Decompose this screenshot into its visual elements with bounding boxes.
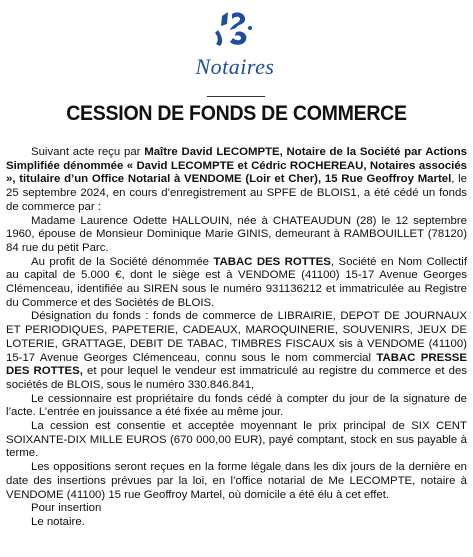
logo-wordmark: Notaires (195, 54, 275, 79)
notaires-logo (180, 6, 290, 78)
paragraph-ownership: Le cessionnaire est propriétaire du fonds cédé à compter du jour de la signature de l’acte. L’entrée en jouissance a été fixée au même jour. (6, 392, 467, 419)
paragraph-seller: Madame Laurence Odette HALLOUIN, née à CHATEAUDUN (28) le 12 septembre 1960, épouse de Monsieur Dominique Marie GINIS, demeurant à RAMBOUILLET (78120) 84 rue du petit Parc. (6, 214, 467, 254)
paragraph-designation (6, 310, 467, 392)
paragraph-oppositions: Les oppositions seront reçues en la forme légale dans les dix jours de la dernière en date des insertions prévues par la loi, en l’office notarial de Me LECOMPTE, notaire à VENDOME (41100) 15 rue Geoffroy Martel, où domicile a été élu à cet effet. (6, 461, 467, 501)
trade-name: TABAC PRESSE DES ROTTES, (6, 351, 467, 378)
insertion-line: Pour insertion (31, 502, 102, 515)
title-divider (207, 96, 265, 97)
notary-name: Maître David LECOMPTE, Notaire de la Société par Actions Simplifiée dénommée « David LECOMPTE et Cédric ROCHEREAU, Notaires associés », titulaire d’un Office Notarial à VENDOME (Loir et Cher), 15 Rue Geoffroy Martel (6, 146, 467, 186)
designation-details: et pour lequel le vendeur est immatriculé au registre du commerce et des sociétés de BLOIS, sous le numéro 330.846.841, (6, 365, 467, 391)
legal-notice-body (6, 146, 467, 530)
buyer-name: TABAC DES ROTTES (213, 255, 331, 268)
notaires-emblem-icon (212, 6, 258, 52)
paragraph-price: La cession est consentie et acceptée moyennant le prix principal de SIX CENT SOIXANTE-DIX MILLE EUROS (670 000,00 EUR), payé comptant, stock en sus payable à terme. (6, 420, 467, 460)
deed-intro: Suivant acte reçu par (31, 146, 145, 158)
page-title: CESSION DE FONDS DE COMMERCE (66, 102, 407, 125)
buyer-intro: Au profit de la Société dénommée (31, 255, 214, 268)
paragraph-deed (6, 146, 467, 215)
designation-intro: Désignation du fonds : fonds de commerce de LIBRAIRIE, DEPOT DE JOURNAUX ET PERIODIQUES, PAPETERIE, CADEAUX, MAROQUINERIE, SOUVENIRS, JEUX DE LOTERIE, GRATTAGE, DEBIT DE TABAC, TIMBRES FISCAUX sis à VENDOME (41100) 15-17 Avenue Georges Clémenceau, connu sous le nom commercial (6, 310, 467, 364)
buyer-details: , Société en Nom Collectif au capital de 5.000 €, dont le siège est à VENDOME (41100) 15-17 Avenue Georges Clémenceau, identifiée au SIREN sous le numéro 931136212 et immatriculée au Registre du Commerce et des Sociétés de BLOIS. (6, 255, 467, 309)
deed-details: , le 25 septembre 2024, en cours d’enregistrement au SPFE de BLOIS1, a été cédé un fonds de commerce par : (6, 173, 468, 213)
signature-line: Le notaire. (31, 515, 85, 528)
paragraph-buyer (6, 256, 467, 311)
